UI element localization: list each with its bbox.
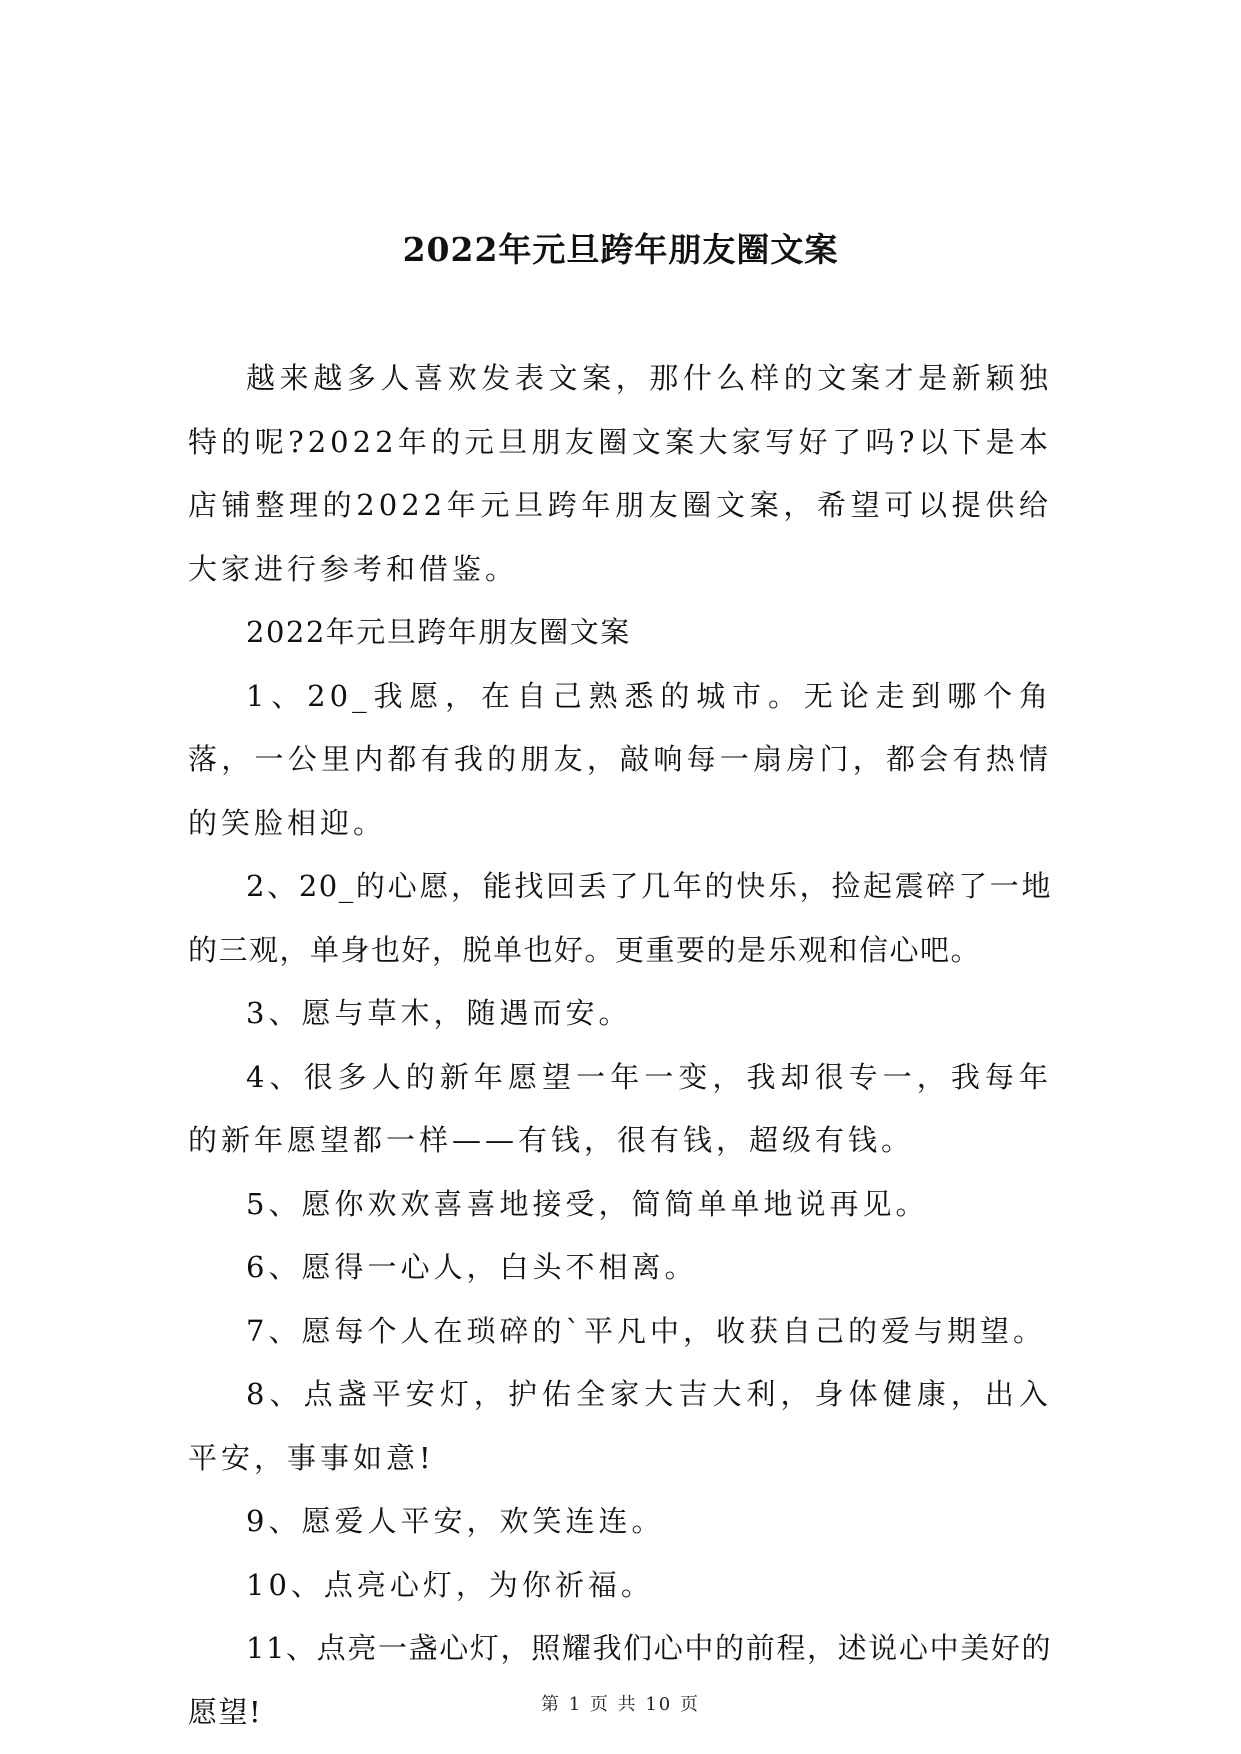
page-footer: 第 1 页 共 10 页 — [541, 1694, 700, 1715]
list-item-7: 7、愿每个人在琐碎的`平凡中，收获自己的爱与期望。 — [246, 1313, 1046, 1348]
list-item-11: 11、点亮一盏心灯，照耀我们心中的前程，述说心中美好的愿望! — [188, 1631, 1052, 1729]
document-body — [188, 347, 1052, 1744]
list-item-2: 2、20_的心愿，能找回丢了几年的快乐，捡起震碎了一地的三观，单身也好，脱单也好。更重要的是乐观和信心吧。 — [188, 869, 1052, 967]
list-item-6: 6、愿得一心人，白头不相离。 — [246, 1250, 698, 1284]
list-item-9: 9、愿爱人平安，欢笑连连。 — [246, 1504, 665, 1538]
list-item-1: 1、20_我愿，在自己熟悉的城市。无论走到哪个角落，一公里内都有我的朋友，敲响每一扇房门，都会有热情的笑脸相迎。 — [188, 678, 1052, 840]
document-title: 2022年元旦跨年朋友圈文案 — [402, 230, 839, 269]
list-item-3: 3、愿与草木，随遇而安。 — [246, 996, 632, 1030]
list-item-8: 8、点盏平安灯，护佑全家大吉大利，身体健康，出入平安，事事如意! — [188, 1377, 1052, 1475]
list-item-4: 4、很多人的新年愿望一年一变，我却很专一，我每年的新年愿望都一样——有钱，很有钱，超级有钱。 — [188, 1059, 1052, 1157]
intro-paragraph: 越来越多人喜欢发表文案，那什么样的文案才是新颖独特的呢?2022年的元旦朋友圈文案大家写好了吗?以下是本店铺整理的2022年元旦跨年朋友圈文案，希望可以提供给大家进行参考和借鉴。 — [188, 361, 1052, 586]
list-item-10: 10、点亮心灯，为你祈福。 — [246, 1567, 654, 1602]
list-item-5: 5、愿你欢欢喜喜地接受，简简单单地说再见。 — [246, 1186, 929, 1221]
section-heading: 2022年元旦跨年朋友圈文案 — [246, 615, 631, 649]
